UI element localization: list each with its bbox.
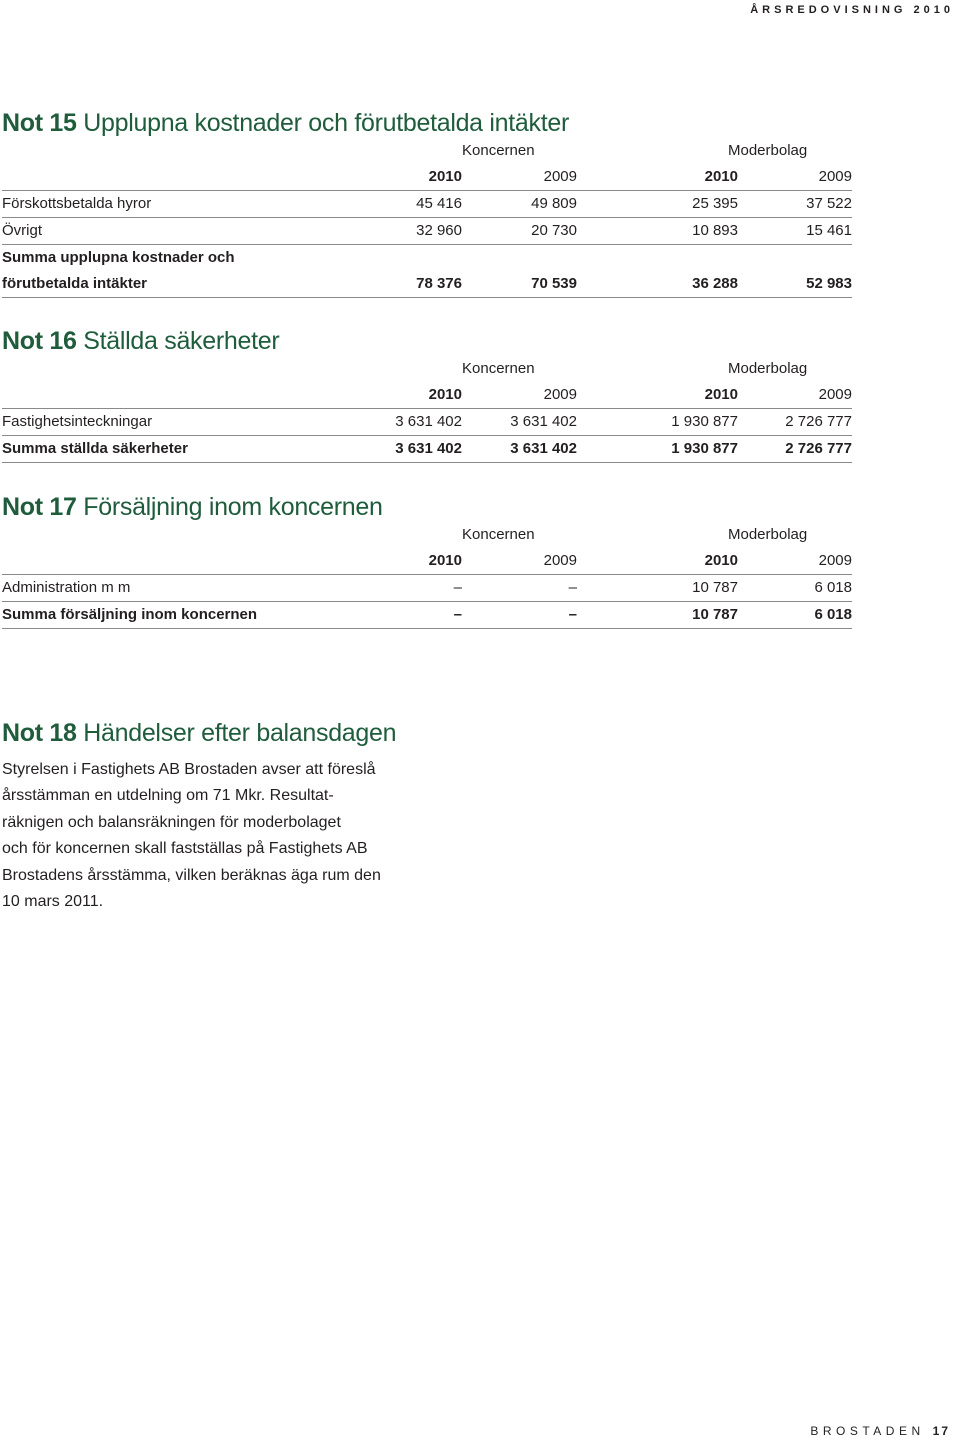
year-cell: 2009 [543, 168, 577, 185]
year-header-row [2, 382, 852, 409]
total-label: Summa försäljning inom koncernen [2, 606, 258, 623]
total-value: 1 930 877 [671, 440, 738, 457]
value-cell: 32 960 [416, 222, 462, 239]
note-number: Not 16 [2, 327, 77, 355]
note-15-title [2, 108, 852, 138]
year-cell: 2010 [704, 168, 738, 185]
total-value: 52 983 [806, 275, 852, 292]
year-cell: 2010 [704, 386, 738, 403]
total-row-label-line [2, 245, 852, 271]
body-line: och för koncernen skall fastställas på Fastighets AB [2, 840, 368, 858]
column-group-header [2, 356, 852, 382]
note-18-title [2, 718, 852, 748]
note-heading: Ställda säkerheter [83, 327, 280, 355]
value-cell: – [568, 579, 577, 596]
group-koncernen: Koncernen [462, 142, 535, 159]
total-row [2, 602, 852, 629]
row-label: Förskottsbetalda hyror [2, 195, 152, 212]
value-cell: 6 018 [814, 579, 852, 596]
group-koncernen: Koncernen [462, 360, 535, 377]
group-moderbolag: Moderbolag [728, 142, 808, 159]
body-line: årsstämman en utdelning om 71 Mkr. Resultat- [2, 787, 334, 805]
running-head: ÅRSREDOVISNING 2010 [750, 4, 954, 16]
row-label: Övrigt [2, 222, 43, 239]
year-cell: 2010 [704, 552, 738, 569]
note-heading: Händelser efter balansdagen [83, 719, 397, 747]
note-18-body [2, 757, 402, 915]
year-cell: 2009 [818, 168, 852, 185]
group-moderbolag: Moderbolag [728, 526, 808, 543]
page-number: 17 [932, 1424, 950, 1438]
table-row [2, 218, 852, 245]
column-group-header [2, 522, 852, 548]
note-17 [2, 492, 852, 629]
group-moderbolag: Moderbolag [728, 360, 808, 377]
total-label: Summa ställda säkerheter [2, 440, 188, 457]
body-line: 10 mars 2011. [2, 893, 104, 911]
year-cell: 2010 [428, 552, 462, 569]
note-number: Not 17 [2, 493, 77, 521]
body-line: räknigen och balansräkningen för moderbolaget [2, 813, 341, 831]
year-header-row [2, 164, 852, 191]
note-heading: Försäljning inom koncernen [83, 493, 383, 521]
value-cell: 1 930 877 [671, 413, 738, 430]
total-value: 6 018 [814, 606, 852, 623]
total-value: 3 631 402 [395, 440, 462, 457]
value-cell: 37 522 [806, 195, 852, 212]
note-18 [2, 718, 852, 748]
total-value: 70 539 [531, 275, 577, 292]
row-label: Fastighetsinteckningar [2, 413, 153, 430]
table-row [2, 191, 852, 218]
year-cell: 2009 [818, 386, 852, 403]
row-label: Administration m m [2, 579, 131, 596]
value-cell: 49 809 [531, 195, 577, 212]
note-15 [2, 108, 852, 298]
note-number: Not 18 [2, 719, 77, 747]
total-row [2, 271, 852, 298]
table-row [2, 575, 852, 602]
year-header-row [2, 548, 852, 575]
body-line: Styrelsen i Fastighets AB Brostaden avser att föreslå [2, 761, 376, 778]
value-cell: 10 787 [692, 579, 738, 596]
note-heading: Upplupna kostnader och förutbetalda intäkter [83, 109, 570, 137]
value-cell: 2 726 777 [785, 413, 852, 430]
year-cell: 2009 [543, 386, 577, 403]
total-value: 78 376 [416, 275, 462, 292]
value-cell: – [453, 579, 462, 596]
total-label: förutbetalda intäkter [2, 275, 148, 292]
total-value: 2 726 777 [785, 440, 852, 457]
column-group-header [2, 138, 852, 164]
page-footer [810, 1424, 950, 1438]
group-koncernen: Koncernen [462, 526, 535, 543]
value-cell: 15 461 [806, 222, 852, 239]
body-line: Brostadens årsstämma, vilken beräknas äga rum den [2, 866, 381, 884]
note-17-title [2, 492, 852, 522]
value-cell: 10 893 [692, 222, 738, 239]
year-cell: 2009 [818, 552, 852, 569]
total-value: – [568, 606, 577, 623]
value-cell: 20 730 [531, 222, 577, 239]
note-16-title [2, 326, 852, 356]
note-number: Not 15 [2, 109, 77, 137]
value-cell: 3 631 402 [510, 413, 577, 430]
year-cell: 2009 [543, 552, 577, 569]
table-row [2, 409, 852, 436]
total-value: 3 631 402 [510, 440, 577, 457]
total-value: – [453, 606, 462, 623]
value-cell: 3 631 402 [395, 413, 462, 430]
year-cell: 2010 [428, 168, 462, 185]
note-16 [2, 326, 852, 463]
year-cell: 2010 [428, 386, 462, 403]
total-row [2, 436, 852, 463]
value-cell: 25 395 [692, 195, 738, 212]
value-cell: 45 416 [416, 195, 462, 212]
total-value: 10 787 [692, 606, 738, 623]
total-label: Summa upplupna kostnader och [2, 249, 235, 266]
footer-company: BROSTADEN [810, 1424, 925, 1438]
total-value: 36 288 [692, 275, 738, 292]
